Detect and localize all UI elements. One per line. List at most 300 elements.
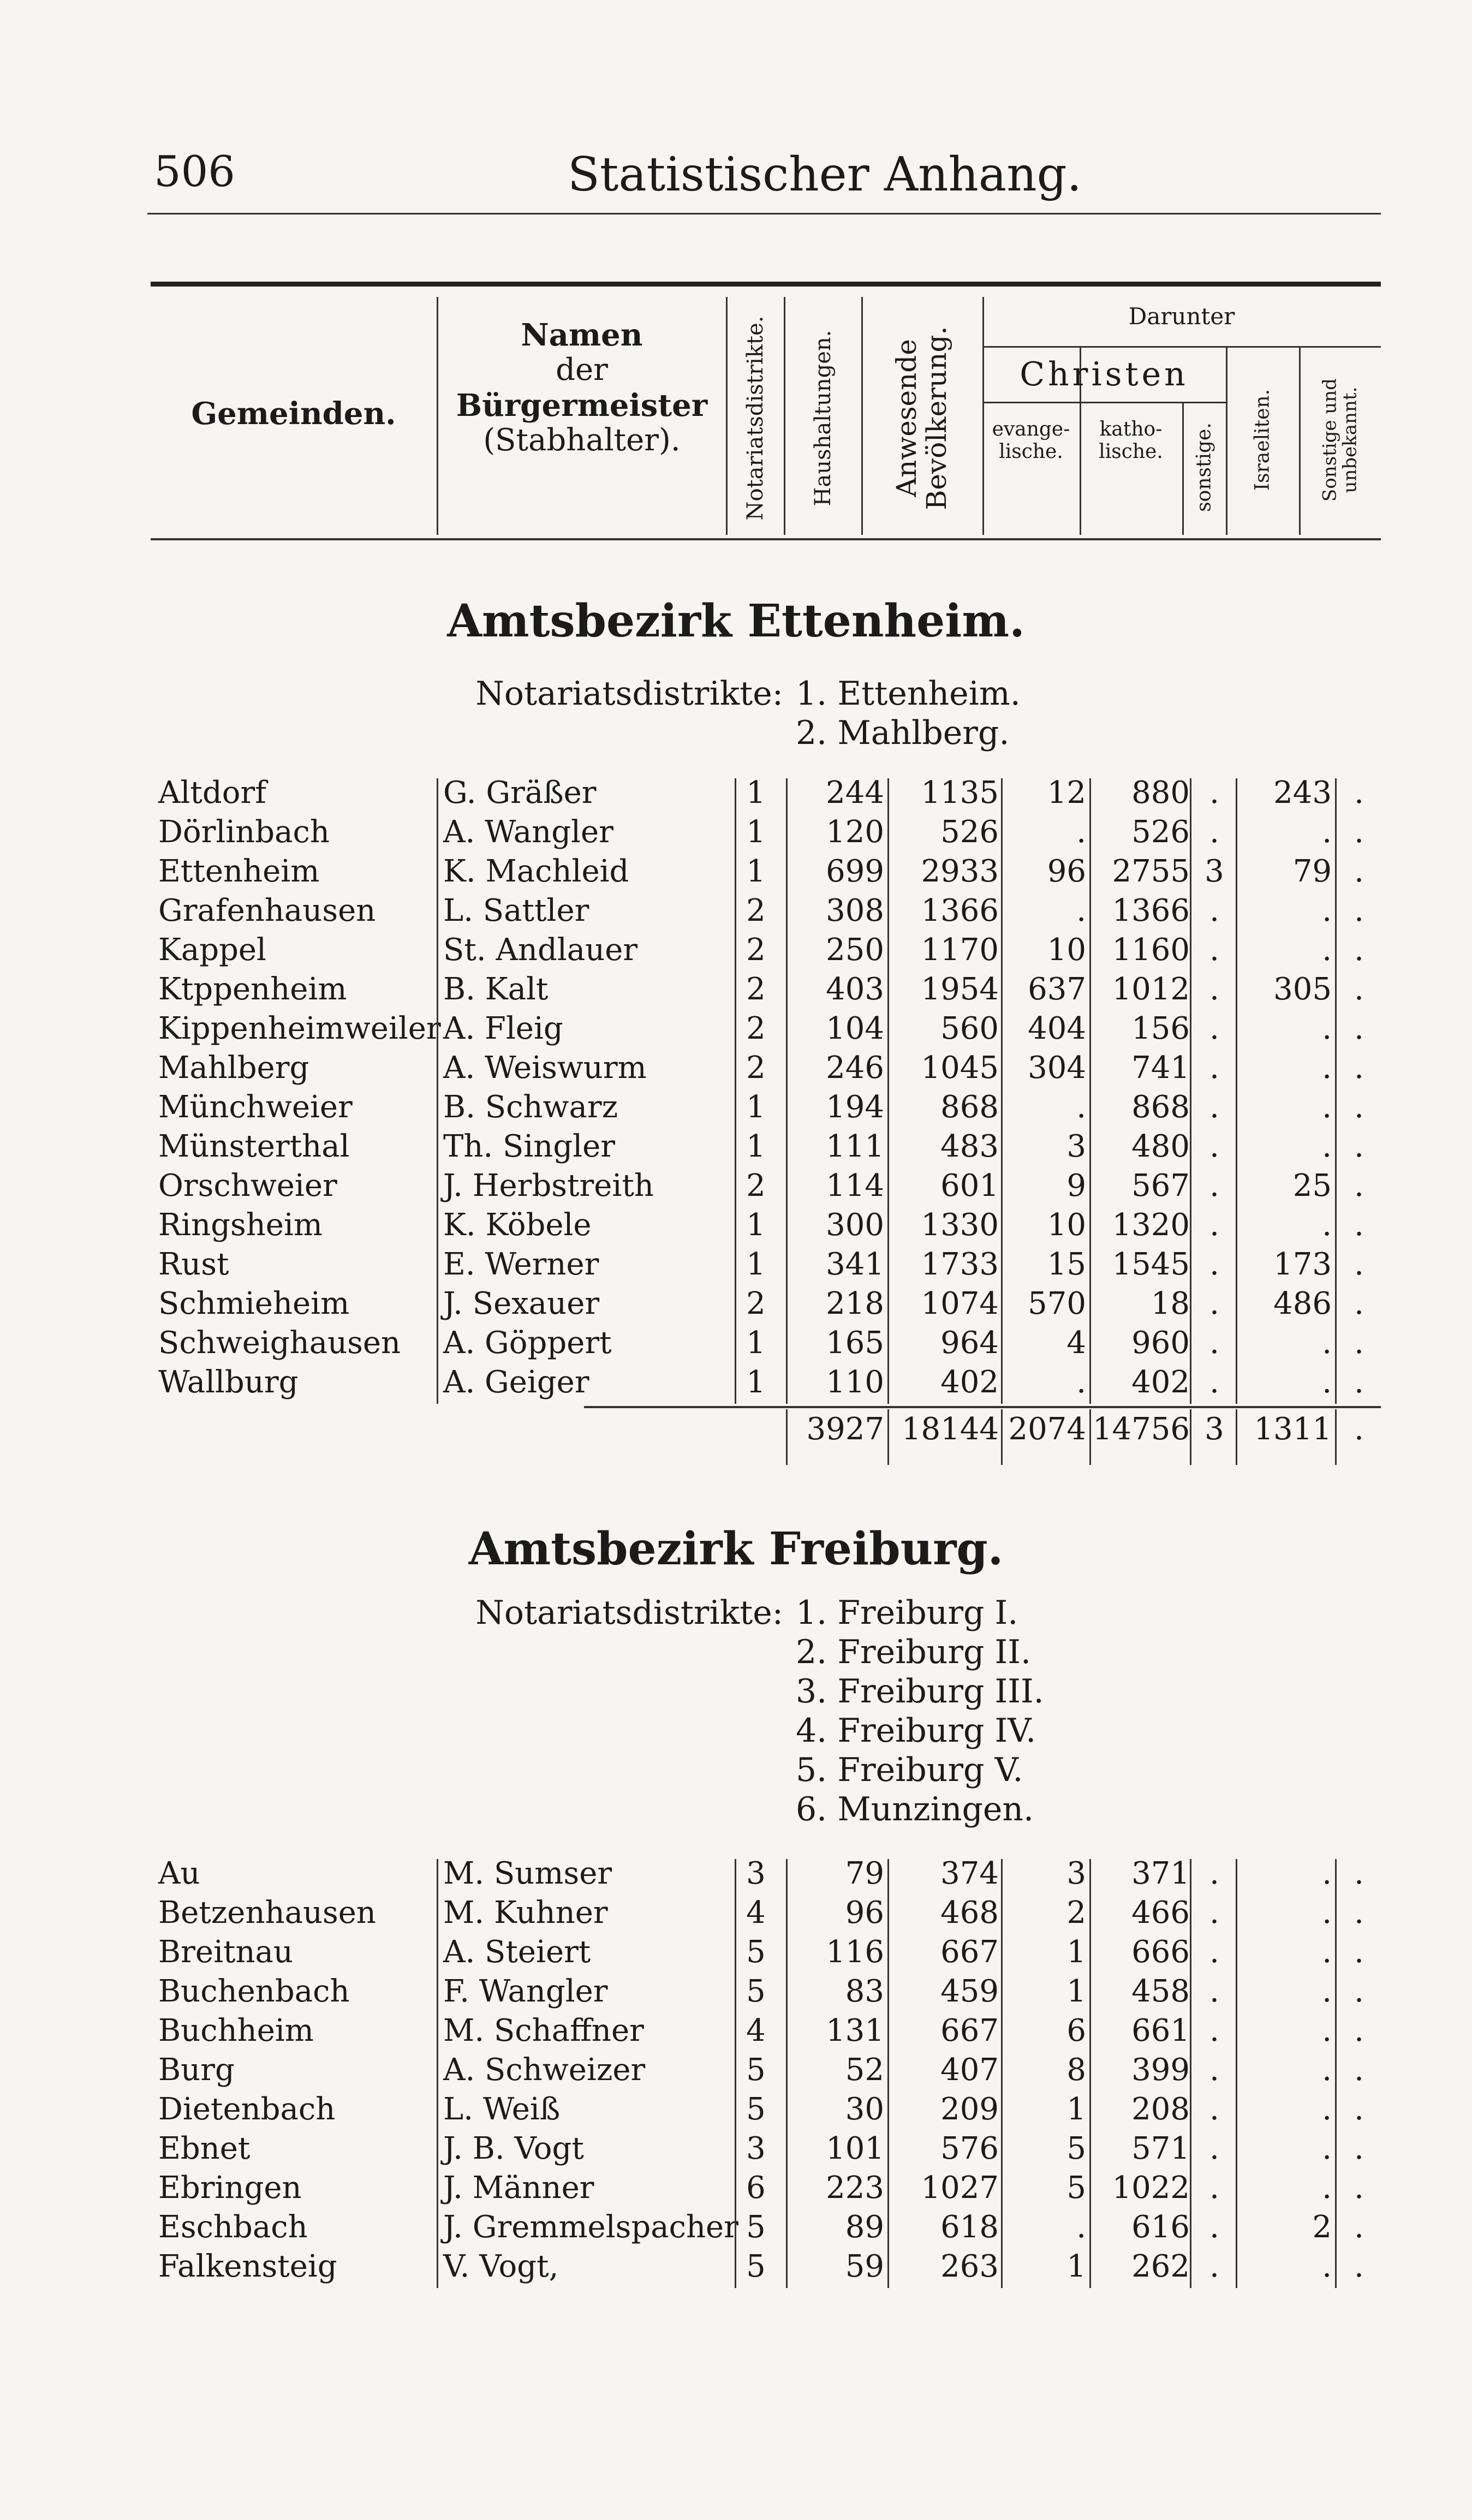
cell-unb: .: [1354, 1365, 1364, 1400]
header-namen: [440, 318, 724, 458]
notariat-label: Notariatsdistrikte:: [475, 675, 783, 713]
cell-ev: 1: [1066, 1974, 1086, 2009]
cell-isr: .: [1322, 1934, 1332, 1970]
cell-isr: .: [1322, 893, 1332, 928]
cell-ev: 5: [1066, 2170, 1086, 2206]
cell-hh: 120: [826, 814, 884, 850]
cell-sonst: .: [1209, 1934, 1219, 1970]
cell-isr: .: [1322, 1974, 1332, 2009]
cell-nd: 1: [746, 1365, 766, 1400]
cell-hh: 111: [826, 1129, 884, 1164]
cell-name: A. Wangler: [443, 814, 613, 850]
cell-kath: 371: [1131, 1856, 1190, 1891]
cell-unb: .: [1354, 893, 1364, 928]
cell-bev: 402: [940, 1365, 999, 1400]
cell-unb: .: [1354, 1247, 1364, 1282]
cell-kath: 208: [1131, 2092, 1190, 2127]
header-bevoelkerung: Anwesende Bevölkerung.: [891, 326, 952, 510]
cell-gemeinde: Rust: [158, 1247, 229, 1282]
notariat-item: 1. Ettenheim.: [796, 675, 1021, 713]
cell-bev: 1135: [921, 775, 999, 811]
header-namen-line: Bürgermeister: [456, 387, 708, 424]
cell-hh: 403: [826, 972, 884, 1007]
cell-kath: 18: [1151, 1286, 1190, 1321]
running-head: Statistischer Anhang.: [568, 147, 1082, 202]
cell-hh: 101: [826, 2131, 884, 2166]
column-divider: [1335, 1409, 1337, 1465]
cell-gemeinde: Burg: [158, 2052, 235, 2088]
column-divider: [1190, 778, 1191, 1404]
total-row: [0, 1411, 1472, 1450]
cell-isr: .: [1322, 1050, 1332, 1086]
notariat-item: 3. Freiburg III.: [796, 1672, 1044, 1711]
total-bev: 18144: [901, 1411, 999, 1447]
cell-bev: 1170: [921, 932, 999, 968]
cell-hh: 110: [826, 1365, 884, 1400]
header-darunter: Darunter: [1128, 303, 1235, 330]
cell-gemeinde: Wallburg: [158, 1365, 299, 1400]
header-divider: [437, 297, 438, 535]
darunter-rule: [982, 346, 1381, 348]
cell-hh: 30: [845, 2092, 884, 2127]
cell-hh: 218: [826, 1286, 884, 1321]
header-rule: [147, 213, 1381, 215]
cell-gemeinde: Ktppenheim: [158, 972, 347, 1007]
cell-name: G. Gräßer: [443, 775, 597, 811]
cell-isr: .: [1322, 1365, 1332, 1400]
notariat-item: 1. Freiburg I.: [796, 1594, 1018, 1632]
cell-isr: .: [1322, 932, 1332, 968]
section-title-ettenheim: Amtsbezirk Ettenheim.: [447, 595, 1025, 647]
cell-name: J. Gremmelspacher: [443, 2209, 738, 2245]
header-divider: [982, 297, 984, 535]
cell-gemeinde: Ettenheim: [158, 854, 320, 889]
cell-gemeinde: Buchenbach: [158, 1974, 350, 2009]
cell-nd: 2: [746, 893, 766, 928]
cell-kath: 466: [1131, 1895, 1190, 1931]
notariat-item: 4. Freiburg IV.: [796, 1712, 1036, 1750]
cell-bev: 601: [940, 1168, 999, 1204]
cell-bev: 1954: [921, 972, 999, 1007]
cell-nd: 1: [746, 775, 766, 811]
cell-gemeinde: Dietenbach: [158, 2092, 336, 2127]
cell-name: M. Sumser: [443, 1856, 612, 1891]
header-divider: [726, 297, 728, 535]
total-hh: 3927: [806, 1411, 884, 1447]
cell-isr: 25: [1292, 1168, 1332, 1204]
cell-bev: 1733: [921, 1247, 999, 1282]
cell-ev: 4: [1066, 1325, 1086, 1361]
cell-kath: 1320: [1112, 1207, 1190, 1243]
total-sonst: 3: [1205, 1411, 1224, 1447]
cell-sonst: .: [1209, 2249, 1219, 2284]
cell-bev: 868: [940, 1089, 999, 1125]
cell-sonst: .: [1209, 972, 1219, 1007]
cell-bev: 1330: [921, 1207, 999, 1243]
cell-unb: .: [1354, 1207, 1364, 1243]
cell-bev: 459: [940, 1974, 999, 2009]
cell-name: J. B. Vogt: [443, 2131, 584, 2166]
cell-bev: 667: [940, 2013, 999, 2048]
cell-sonst: .: [1209, 2131, 1219, 2166]
cell-ev: 637: [1028, 972, 1086, 1007]
cell-unb: .: [1354, 2249, 1364, 2284]
header-namen-line: Namen: [521, 317, 643, 353]
cell-unb: .: [1354, 1325, 1364, 1361]
cell-name: K. Köbele: [443, 1207, 592, 1243]
notariat-item: 2. Freiburg II.: [796, 1633, 1032, 1671]
cell-bev: 407: [940, 2052, 999, 2088]
column-divider: [1001, 778, 1003, 1404]
cell-nd: 2: [746, 1286, 766, 1321]
cell-sonst: .: [1209, 1895, 1219, 1931]
cell-gemeinde: Ebringen: [158, 2170, 302, 2206]
header-notariat: Notariatsdistrikte.: [743, 315, 768, 521]
cell-name: B. Kalt: [443, 972, 549, 1007]
cell-name: L. Sattler: [443, 893, 589, 928]
cell-bev: 263: [940, 2249, 999, 2284]
cell-bev: 468: [940, 1895, 999, 1931]
cell-ev: 1: [1066, 2092, 1086, 2127]
cell-sonst: .: [1209, 1286, 1219, 1321]
cell-bev: 1045: [921, 1050, 999, 1086]
cell-unb: .: [1354, 1129, 1364, 1164]
cell-nd: 2: [746, 1011, 766, 1046]
header-top-rule: [151, 282, 1381, 287]
cell-unb: .: [1354, 2052, 1364, 2088]
cell-bev: 1074: [921, 1286, 999, 1321]
cell-unb: .: [1354, 2131, 1364, 2166]
cell-hh: 699: [826, 854, 884, 889]
header-divider: [861, 297, 863, 535]
column-divider: [1001, 1859, 1003, 2288]
cell-sonst: .: [1209, 1011, 1219, 1046]
cell-name: J. Herbstreith: [443, 1168, 654, 1204]
cell-kath: 1022: [1112, 2170, 1190, 2206]
cell-nd: 1: [746, 1129, 766, 1164]
cell-unb: .: [1354, 1011, 1364, 1046]
cell-unb: .: [1354, 932, 1364, 968]
cell-hh: 223: [826, 2170, 884, 2206]
cell-hh: 165: [826, 1325, 884, 1361]
header-gemeinden: Gemeinden.: [191, 396, 396, 432]
cell-unb: .: [1354, 1856, 1364, 1891]
cell-kath: 666: [1131, 1934, 1190, 1970]
cell-isr: .: [1322, 2013, 1332, 2048]
cell-name: A. Weiswurm: [443, 1050, 647, 1086]
cell-name: A. Steiert: [443, 1934, 591, 1970]
cell-name: J. Männer: [443, 2170, 594, 2206]
cell-ev: 404: [1028, 1011, 1086, 1046]
cell-ev: 15: [1047, 1247, 1086, 1282]
cell-name: A. Fleig: [443, 1011, 563, 1046]
cell-nd: 6: [746, 2170, 766, 2206]
cell-isr: .: [1322, 1089, 1332, 1125]
cell-isr: .: [1322, 1856, 1332, 1891]
column-divider: [1190, 1859, 1191, 2288]
cell-hh: 341: [826, 1247, 884, 1282]
cell-hh: 104: [826, 1011, 884, 1046]
header-namen-line: (Stabhalter).: [483, 422, 681, 458]
cell-hh: 83: [845, 1974, 884, 2009]
total-isr: 1311: [1254, 1411, 1332, 1447]
cell-hh: 131: [826, 2013, 884, 2048]
cell-unb: .: [1354, 814, 1364, 850]
column-divider: [1236, 1859, 1237, 2288]
cell-kath: 741: [1131, 1050, 1190, 1086]
cell-name: A. Geiger: [443, 1365, 589, 1400]
cell-nd: 2: [746, 1168, 766, 1204]
cell-sonst: .: [1209, 2092, 1219, 2127]
header-bottom-rule: [151, 538, 1381, 540]
cell-gemeinde: Eschbach: [158, 2209, 308, 2245]
cell-kath: 480: [1131, 1129, 1190, 1164]
cell-hh: 308: [826, 893, 884, 928]
cell-sonst: .: [1209, 1856, 1219, 1891]
cell-kath: 616: [1131, 2209, 1190, 2245]
cell-kath: 567: [1131, 1168, 1190, 1204]
cell-kath: 960: [1131, 1325, 1190, 1361]
cell-sonst: .: [1209, 2052, 1219, 2088]
column-divider: [1089, 778, 1091, 1404]
section-title-freiburg: Amtsbezirk Freiburg.: [468, 1523, 1004, 1575]
column-divider: [786, 778, 788, 1404]
cell-nd: 5: [746, 1974, 766, 2009]
cell-kath: 399: [1131, 2052, 1190, 2088]
cell-kath: 458: [1131, 1974, 1190, 2009]
column-divider: [1190, 1409, 1191, 1465]
column-divider: [887, 778, 889, 1404]
cell-unb: .: [1354, 1168, 1364, 1204]
cell-nd: 1: [746, 1089, 766, 1125]
cell-bev: 560: [940, 1011, 999, 1046]
cell-sonst: .: [1209, 1365, 1219, 1400]
cell-nd: 1: [746, 1325, 766, 1361]
cell-nd: 3: [746, 2131, 766, 2166]
cell-ev: .: [1076, 1089, 1086, 1125]
cell-sonst: .: [1209, 893, 1219, 928]
header-haushaltungen: Haushaltungen.: [811, 330, 836, 507]
total-kath: 14756: [1092, 1411, 1190, 1447]
cell-unb: .: [1354, 1050, 1364, 1086]
total-unb: .: [1354, 1411, 1364, 1447]
cell-hh: 116: [826, 1934, 884, 1970]
cell-bev: 209: [940, 2092, 999, 2127]
cell-ev: .: [1076, 1365, 1086, 1400]
cell-nd: 2: [746, 972, 766, 1007]
cell-name: M. Schaffner: [443, 2013, 644, 2048]
cell-gemeinde: Kappel: [158, 932, 266, 968]
cell-hh: 96: [845, 1895, 884, 1931]
cell-name: K. Machleid: [443, 854, 629, 889]
cell-isr: .: [1322, 1011, 1332, 1046]
cell-isr: 243: [1273, 775, 1332, 811]
cell-gemeinde: Mahlberg: [158, 1050, 309, 1086]
cell-unb: .: [1354, 775, 1364, 811]
cell-kath: 526: [1131, 814, 1190, 850]
column-divider: [887, 1859, 889, 2288]
cell-name: A. Schweizer: [443, 2052, 646, 2088]
cell-hh: 52: [845, 2052, 884, 2088]
cell-sonst: .: [1209, 1207, 1219, 1243]
cell-bev: 618: [940, 2209, 999, 2245]
cell-name: M. Kuhner: [443, 1895, 608, 1931]
cell-ev: 10: [1047, 1207, 1086, 1243]
cell-sonst: .: [1209, 775, 1219, 811]
cell-bev: 2933: [921, 854, 999, 889]
cell-gemeinde: Schmieheim: [158, 1286, 350, 1321]
cell-bev: 526: [940, 814, 999, 850]
cell-unb: .: [1354, 2209, 1364, 2245]
cell-kath: 262: [1131, 2249, 1190, 2284]
cell-bev: 483: [940, 1129, 999, 1164]
cell-gemeinde: Falkensteig: [158, 2249, 337, 2284]
cell-gemeinde: Ringsheim: [158, 1207, 323, 1243]
cell-isr: 486: [1273, 1286, 1332, 1321]
cell-kath: 1160: [1112, 932, 1190, 968]
notariat-item: 2. Mahlberg.: [796, 714, 1010, 752]
cell-sonst: .: [1209, 1050, 1219, 1086]
cell-sonst: 3: [1205, 854, 1224, 889]
cell-sonst: .: [1209, 1974, 1219, 2009]
cell-isr: 173: [1273, 1247, 1332, 1282]
cell-sonst: .: [1209, 932, 1219, 968]
cell-sonst: .: [1209, 2209, 1219, 2245]
cell-kath: 880: [1131, 775, 1190, 811]
cell-ev: 9: [1066, 1168, 1086, 1204]
cell-kath: 1012: [1112, 972, 1190, 1007]
column-divider: [437, 1859, 438, 2288]
cell-hh: 79: [845, 1856, 884, 1891]
cell-name: Th. Singler: [443, 1129, 616, 1164]
cell-name: F. Wangler: [443, 1974, 608, 2009]
cell-sonst: .: [1209, 2170, 1219, 2206]
cell-ev: 570: [1028, 1286, 1086, 1321]
column-divider: [786, 1859, 788, 2288]
cell-bev: 374: [940, 1856, 999, 1891]
column-divider: [887, 1409, 889, 1465]
cell-sonst: .: [1209, 1247, 1219, 1282]
column-divider: [1236, 778, 1237, 1404]
cell-name: J. Sexauer: [443, 1286, 600, 1321]
cell-bev: 576: [940, 2131, 999, 2166]
cell-isr: 2: [1312, 2209, 1332, 2245]
cell-kath: 1366: [1112, 893, 1190, 928]
cell-kath: 571: [1131, 2131, 1190, 2166]
cell-hh: 89: [845, 2209, 884, 2245]
cell-gemeinde: Dörlinbach: [158, 814, 330, 850]
cell-ev: 5: [1066, 2131, 1086, 2166]
notariat-ettenheim: [0, 675, 1472, 762]
cell-isr: .: [1322, 1129, 1332, 1164]
cell-name: B. Schwarz: [443, 1089, 618, 1125]
cell-name: St. Andlauer: [443, 932, 638, 968]
cell-ev: 1: [1066, 2249, 1086, 2284]
cell-isr: .: [1322, 1207, 1332, 1243]
cell-isr: .: [1322, 2131, 1332, 2166]
cell-ev: .: [1076, 814, 1086, 850]
page-number: 506: [154, 147, 235, 196]
cell-isr: .: [1322, 2052, 1332, 2088]
cell-nd: 5: [746, 2052, 766, 2088]
cell-ev: .: [1076, 893, 1086, 928]
notariat-item: 6. Munzingen.: [796, 1790, 1034, 1828]
notariat-label: Notariatsdistrikte:: [475, 1594, 783, 1632]
cell-ev: 1: [1066, 1934, 1086, 1970]
cell-gemeinde: Altdorf: [158, 775, 266, 811]
cell-unb: .: [1354, 1934, 1364, 1970]
cell-gemeinde: Ebnet: [158, 2131, 251, 2166]
cell-nd: 2: [746, 1050, 766, 1086]
cell-name: L. Weiß: [443, 2092, 561, 2127]
cell-ev: 10: [1047, 932, 1086, 968]
cell-isr: 79: [1292, 854, 1332, 889]
cell-bev: 964: [940, 1325, 999, 1361]
cell-sonst: .: [1209, 1325, 1219, 1361]
cell-bev: 1366: [921, 893, 999, 928]
cell-name: A. Göppert: [443, 1325, 612, 1361]
cell-unb: .: [1354, 2170, 1364, 2206]
header-divider: [1182, 402, 1184, 535]
cell-ev: 12: [1047, 775, 1086, 811]
header-israeliten: Israeliten.: [1251, 389, 1274, 491]
column-divider: [1089, 1859, 1091, 2288]
cell-ev: 3: [1066, 1856, 1086, 1891]
cell-nd: 5: [746, 2209, 766, 2245]
cell-gemeinde: Grafenhausen: [158, 893, 376, 928]
cell-gemeinde: Münsterthal: [158, 1129, 350, 1164]
column-divider: [1089, 1409, 1091, 1465]
cell-name: V. Vogt,: [443, 2249, 559, 2284]
cell-unb: .: [1354, 2013, 1364, 2048]
cell-nd: 2: [746, 932, 766, 968]
cell-ev: .: [1076, 2209, 1086, 2245]
cell-gemeinde: Münchweier: [158, 1089, 353, 1125]
cell-unb: .: [1354, 1089, 1364, 1125]
cell-nd: 3: [746, 1856, 766, 1891]
cell-name: E. Werner: [443, 1247, 599, 1282]
cell-ev: 6: [1066, 2013, 1086, 2048]
cell-nd: 5: [746, 1934, 766, 1970]
column-divider: [786, 1409, 788, 1465]
cell-isr: .: [1322, 2092, 1332, 2127]
cell-nd: 5: [746, 2092, 766, 2127]
cell-unb: .: [1354, 854, 1364, 889]
column-divider: [735, 1859, 736, 2288]
total-ev: 2074: [1008, 1411, 1086, 1447]
cell-ev: 8: [1066, 2052, 1086, 2088]
cell-bev: 667: [940, 1934, 999, 1970]
cell-isr: .: [1322, 814, 1332, 850]
column-divider: [1001, 1409, 1003, 1465]
header-divider: [784, 297, 785, 535]
cell-gemeinde: Kippenheimweiler: [158, 1011, 441, 1046]
cell-hh: 250: [826, 932, 884, 968]
cell-hh: 300: [826, 1207, 884, 1243]
cell-sonst: .: [1209, 1089, 1219, 1125]
cell-nd: 1: [746, 814, 766, 850]
cell-sonst: .: [1209, 2013, 1219, 2048]
cell-gemeinde: Orschweier: [158, 1168, 337, 1204]
cell-hh: 246: [826, 1050, 884, 1086]
column-divider: [1236, 1409, 1237, 1465]
cell-gemeinde: Au: [158, 1856, 200, 1891]
header-evangelische: evange-lische.: [992, 418, 1070, 463]
cell-nd: 1: [746, 854, 766, 889]
cell-sonst: .: [1209, 1168, 1219, 1204]
cell-sonst: .: [1209, 814, 1219, 850]
header-divider: [1299, 346, 1301, 535]
